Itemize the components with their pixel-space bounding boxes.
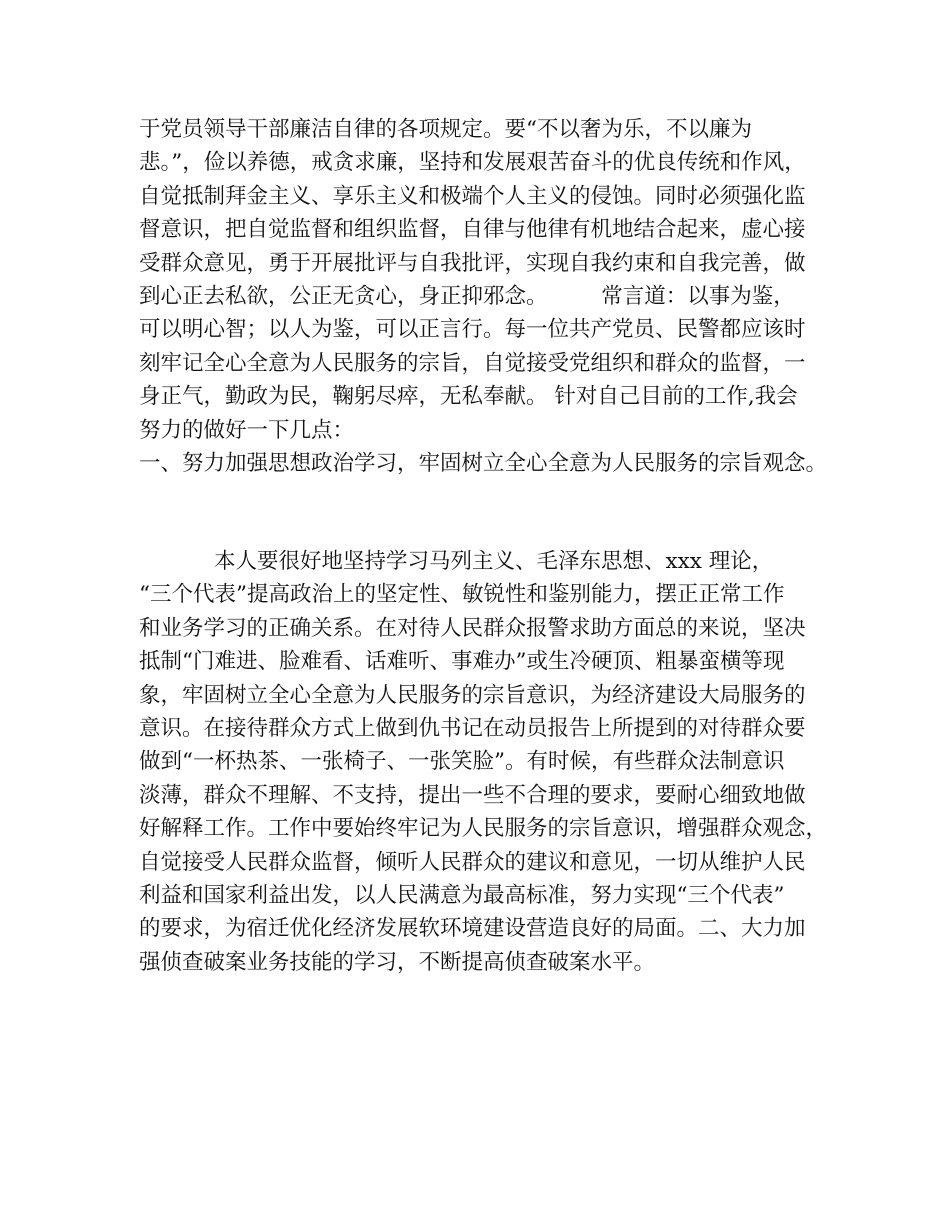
text-line: 悲。”，俭以养德，戒贪求廉，坚持和发展艰苦奋斗的优良传统和作风， xyxy=(139,150,806,176)
text-line: 利益和国家利益出发，以人民满意为最高标准，努力实现“三个代表” xyxy=(139,882,785,908)
text-line: 本人要很好地坚持学习马列主义、毛泽东思想、xxx 理论， xyxy=(214,549,774,574)
text-line: 强侦查破案业务技能的学习，不断提高侦查破案水平。 xyxy=(139,949,656,975)
text-line: “三个代表”提高政治上的坚定性、敏锐性和鉴别能力，摆正正常工作 xyxy=(139,582,785,608)
text-line: 刻牢记全心全意为人民服务的宗旨，自觉接受党组织和群众的监督，一 xyxy=(139,350,806,376)
text-line: 身正气，勤政为民，鞠躬尽瘁，无私奉献。 针对自己目前的工作,我会 xyxy=(139,384,798,410)
text-line: 督意识，把自觉监督和组织监督，自律与他律有机地结合起来，虚心接 xyxy=(139,217,806,243)
text-line: 淡薄，群众不理解、不支持，提出一些不合理的要求，要耐心细致地做 xyxy=(139,782,806,808)
text-line: 受群众意见，勇于开展批评与自我批评，实现自我约束和自我完善，做 xyxy=(139,250,806,276)
text-line: 做到“一杯热茶、一张椅子、一张笑脸”。有时候，有些群众法制意识 xyxy=(139,749,785,775)
text-line: 自觉接受人民群众监督，倾听人民群众的建议和意见，一切从维护人民 xyxy=(139,849,806,875)
text-line: 抵制“门难进、脸难看、话难听、事难办”或生冷硬顶、粗暴蛮横等现 xyxy=(139,649,785,675)
paragraph-2 xyxy=(139,545,839,979)
text-line: 意识。在接待群众方式上做到仇书记在动员报告上所提到的对待群众要 xyxy=(139,715,806,741)
text-line: 努力的做好一下几点： xyxy=(139,417,355,443)
text-line: 好解释工作。工作中要始终牢记为人民服务的宗旨意识，增强群众观念， xyxy=(139,816,828,842)
text-line: 的要求，为宿迁优化经济发展软环境建设营造良好的局面。二、大力加 xyxy=(139,916,806,942)
text-line: 象，牢固树立全心全意为人民服务的宗旨意识，为经济建设大局服务的 xyxy=(139,682,806,708)
paragraph-1 xyxy=(139,113,839,480)
text-line: 和业务学习的正确关系。在对待人民群众报警求助方面总的来说，坚决 xyxy=(139,615,806,641)
section-heading-1: 一、努力加强思想政治学习，牢固树立全心全意为人民服务的宗旨观念。 xyxy=(139,450,828,476)
text-line: 到心正去私欲，公正无贪心，身正抑邪念。 常言道：以事为鉴， xyxy=(139,283,795,309)
text-line: 自觉抵制拜金主义、享乐主义和极端个人主义的侵蚀。同时必须强化监 xyxy=(139,183,806,209)
text-line: 于党员领导干部廉洁自律的各项规定。要“不以奢为乐，不以廉为 xyxy=(139,117,752,142)
text-line: 可以明心智；以人为鉴，可以正言行。每一位共产党员、民警都应该时 xyxy=(139,317,806,343)
